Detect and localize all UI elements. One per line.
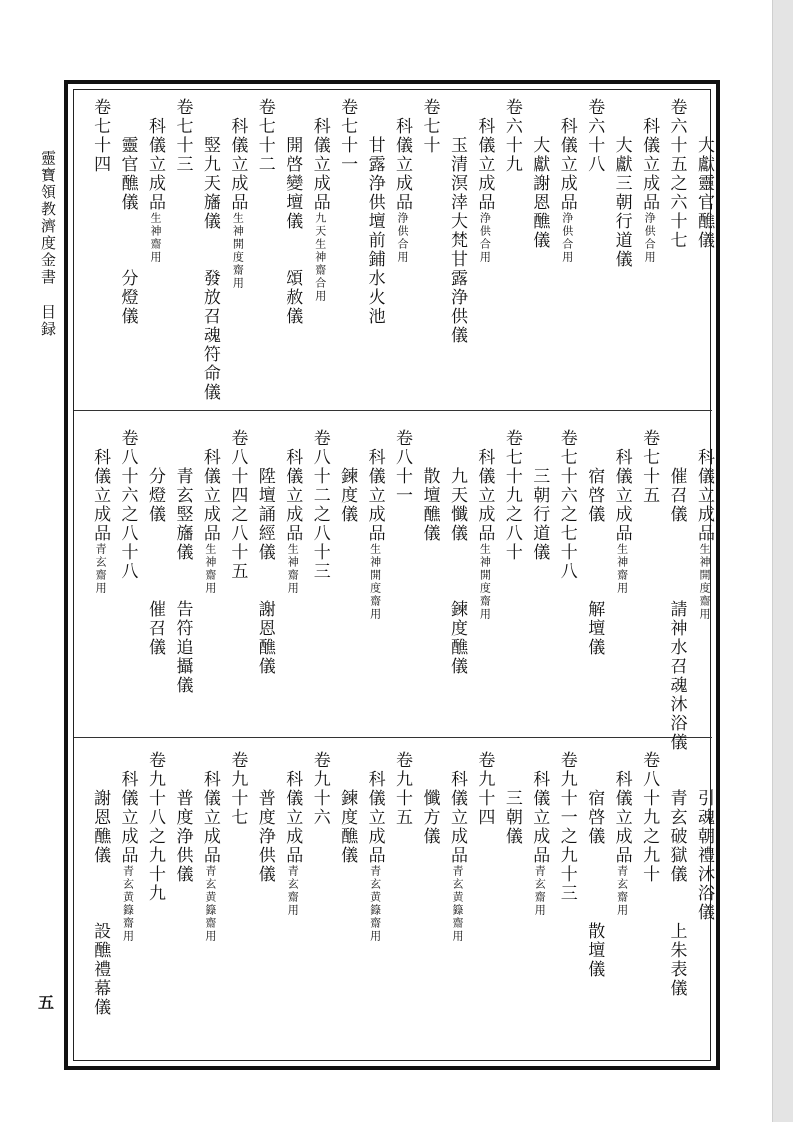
entry-title-second: 催召儀 (145, 600, 165, 657)
entry-title: 卷八十六之八十八 (117, 429, 138, 581)
entry-text (254, 789, 276, 884)
entry-text (556, 117, 578, 264)
entry-title: 科儀立成品 (556, 117, 577, 212)
annotation-note: 青玄齋用 (94, 543, 108, 595)
entry-title: 青玄破獄儀 (666, 789, 687, 884)
annotation-note: 生神齋用 (286, 543, 300, 595)
entry-text (583, 467, 605, 524)
entry-title: 大獻靈官醮儀 (694, 136, 714, 250)
entry-text (556, 751, 578, 903)
entry-title: 卷七十五 (639, 429, 660, 505)
entry-title: 三朝行道儀 (529, 467, 550, 562)
entry-title: 卷七十九之八十 (501, 429, 522, 562)
entry-title: 科儀立成品 (364, 448, 385, 543)
entry-text (446, 136, 468, 345)
entry-text (391, 117, 413, 264)
entry-text (693, 136, 715, 250)
entry-text (171, 98, 193, 174)
section-label: 目録 (39, 304, 57, 338)
annotation-note: 青玄黄籙齋用 (121, 865, 135, 943)
section-divider (74, 410, 712, 411)
entry-title: 陞壇誦經儀 (254, 467, 275, 562)
entry-title: 科儀立成品 (611, 448, 632, 543)
entry-title: 科儀立成品 (199, 770, 220, 865)
entry-title-second: 設醮禮幕儀 (90, 922, 111, 1017)
entry-text (336, 467, 358, 524)
entry-title: 散壇醮儀 (419, 467, 440, 543)
entry-title: 竪九天旛儀 (199, 136, 220, 231)
entry-text (528, 770, 550, 917)
entry-title: 科儀立成品 (90, 448, 111, 543)
entry-text (144, 751, 166, 903)
entry-title: 卷七十四 (90, 98, 111, 174)
entry-title: 科儀立成品 (145, 117, 165, 212)
annotation-note: 青玄齋用 (533, 865, 547, 917)
entry-title: 卷七十 (419, 98, 440, 155)
entry-title: 引魂朝禮沐浴儀 (694, 789, 714, 922)
entry-title: 卷八十九之九十 (639, 751, 660, 884)
entry-title: 卷七十六之七十八 (556, 429, 577, 581)
annotation-note: 生神齋用 (615, 543, 629, 595)
entry-text (309, 117, 331, 303)
entry-title: 普度浄供儀 (172, 789, 193, 884)
entry-text (117, 770, 139, 943)
entry-title: 卷八十四之八十五 (227, 429, 248, 581)
entry-title: 大獻謝恩醮儀 (529, 136, 550, 250)
entry-text (199, 770, 221, 943)
entry-title: 卷九十七 (227, 751, 248, 827)
entry-title: 普度浄供儀 (254, 789, 275, 884)
entry-text (611, 136, 633, 269)
entry-title: 催召儀 (666, 467, 687, 524)
annotation-note: 生神開度齋用 (231, 212, 245, 290)
entry-title: 卷九十一之九十三 (556, 751, 577, 903)
entry-text (89, 789, 111, 865)
entry-text (89, 448, 111, 595)
entry-text (364, 136, 386, 326)
entry-text (528, 467, 550, 562)
entry-title: 三朝儀 (501, 789, 522, 846)
entry-text (473, 751, 495, 827)
entry-title: 卷七十二 (254, 98, 275, 174)
entry-text (171, 467, 193, 562)
entry-title: 卷八十一 (392, 429, 413, 505)
entry-text (144, 117, 166, 264)
entry-title: 卷八十二之八十三 (309, 429, 330, 581)
entry-title: 卷七十一 (337, 98, 358, 174)
entry-title: 卷六十五之六十七 (666, 98, 687, 250)
entry-text (419, 789, 441, 846)
entry-text (638, 751, 660, 884)
entry-title: 謝恩醮儀 (90, 789, 111, 865)
annotation-note: 青玄黄籙齋用 (450, 865, 464, 943)
entry-title: 科儀立成品 (309, 117, 330, 212)
entry-text (419, 467, 441, 543)
entry-text (473, 448, 495, 621)
entry-title: 科儀立成品 (282, 448, 303, 543)
entry-text (199, 136, 221, 231)
annotation-note: 生神開度齋用 (368, 543, 382, 621)
annotation-note: 浄供合用 (643, 212, 657, 264)
entry-title-second: 發放召魂符命儀 (199, 269, 220, 402)
annotation-note: 九天生神齋合用 (313, 212, 327, 303)
entry-title: 甘露浄供壇前鋪水火池 (364, 136, 385, 326)
entry-text (391, 429, 413, 505)
entry-text (117, 136, 139, 212)
entry-title-second: 上朱表儀 (666, 922, 687, 998)
annotation-note: 青玄黄籙齋用 (368, 865, 382, 943)
entry-title: 卷九十四 (474, 751, 495, 827)
entry-title-second: 分燈儀 (117, 269, 138, 326)
entry-text (171, 789, 193, 884)
entry-text (501, 98, 523, 174)
entry-title: 分燈儀 (145, 467, 165, 524)
entry-title: 卷七十三 (172, 98, 193, 174)
entry-title: 科儀立成品 (392, 117, 413, 212)
entry-title-second: 解壇儀 (584, 600, 605, 657)
entry-title-second: 散壇儀 (584, 922, 605, 979)
entry-title-second: 頌赦儀 (282, 269, 303, 326)
entry-title-second: 請神水召魂沐浴儀 (666, 600, 687, 752)
entry-text (556, 429, 578, 581)
page-number: 五 (38, 993, 55, 1012)
entry-title: 科儀立成品 (117, 770, 138, 865)
entry-text (419, 98, 441, 155)
entry-text (144, 467, 166, 524)
annotation-note: 浄供合用 (560, 212, 574, 264)
annotation-note: 生神開度齋用 (478, 543, 492, 621)
page-edge (772, 0, 793, 1122)
entry-text (693, 789, 715, 922)
entry-text (446, 770, 468, 943)
entry-text (226, 751, 248, 827)
entry-text (528, 136, 550, 250)
entry-title: 科儀立成品 (474, 448, 495, 543)
entry-title: 宿啓儀 (584, 467, 605, 524)
entry-text (117, 429, 139, 581)
entry-text (693, 448, 715, 621)
entry-title: 玉清溟涬大梵甘露浄供儀 (446, 136, 467, 345)
entry-text (391, 751, 413, 827)
entry-text (364, 770, 386, 943)
entry-title: 科儀立成品 (446, 770, 467, 865)
entry-title: 科儀立成品 (282, 770, 303, 865)
annotation-note: 青玄齋用 (615, 865, 629, 917)
entry-title: 卷六十八 (584, 98, 605, 174)
entry-text (611, 448, 633, 595)
entry-title: 開啓變壇儀 (282, 136, 303, 231)
entry-text (309, 429, 331, 581)
annotation-note: 青玄齋用 (286, 865, 300, 917)
entry-text (199, 448, 221, 595)
entry-text (226, 429, 248, 581)
annotation-note: 青玄黄籙齋用 (203, 865, 217, 943)
entry-title-second: 告符追攝儀 (172, 600, 193, 695)
entry-title: 靈官醮儀 (117, 136, 138, 212)
entry-title-second: 鍊度醮儀 (446, 600, 467, 676)
entry-text (281, 770, 303, 917)
entry-title: 鍊度醮儀 (337, 789, 358, 865)
entry-title: 宿啓儀 (584, 789, 605, 846)
annotation-note: 生神齋用 (203, 543, 217, 595)
entry-text (281, 448, 303, 595)
entry-text (281, 136, 303, 231)
entry-text (254, 467, 276, 562)
entry-title: 科儀立成品 (474, 117, 495, 212)
entry-text (473, 117, 495, 264)
entry-title: 青玄竪旛儀 (172, 467, 193, 562)
entry-title: 卷九十六 (309, 751, 330, 827)
entry-title: 科儀立成品 (227, 117, 248, 212)
entry-title: 科儀立成品 (529, 770, 550, 865)
entry-text (611, 770, 633, 917)
entry-title: 卷六十九 (501, 98, 522, 174)
annotation-note: 浄供合用 (396, 212, 410, 264)
entry-text (583, 789, 605, 846)
entry-text (583, 98, 605, 174)
entry-text (638, 429, 660, 505)
entry-title: 鍊度儀 (337, 467, 358, 524)
entry-text (501, 429, 523, 562)
entry-text (638, 117, 660, 264)
entry-title: 九天懺儀 (446, 467, 467, 543)
entry-text (89, 98, 111, 174)
section-divider (74, 737, 712, 738)
entry-text (666, 98, 688, 250)
entry-title: 科儀立成品 (694, 448, 714, 543)
entry-title: 科儀立成品 (639, 117, 660, 212)
entry-title: 科儀立成品 (611, 770, 632, 865)
entry-text (336, 789, 358, 865)
entry-title: 懺方儀 (419, 789, 440, 846)
annotation-note: 生神齋用 (149, 212, 162, 264)
entry-text (666, 789, 688, 884)
entry-title: 大獻三朝行道儀 (611, 136, 632, 269)
entry-text (446, 467, 468, 543)
entry-text (309, 751, 331, 827)
entry-title: 科儀立成品 (364, 770, 385, 865)
entry-text (364, 448, 386, 621)
entry-title: 科儀立成品 (199, 448, 220, 543)
entry-text (226, 117, 248, 290)
entry-text (666, 467, 688, 524)
margin-title (38, 150, 59, 338)
entry-text (254, 98, 276, 174)
entry-text (501, 789, 523, 846)
entry-title: 卷九十五 (392, 751, 413, 827)
annotation-note: 生神開度齋用 (698, 543, 711, 621)
entry-title: 卷九十八之九十九 (145, 751, 165, 903)
entry-text (336, 98, 358, 174)
annotation-note: 浄供合用 (478, 212, 492, 264)
entry-title-second: 謝恩醮儀 (254, 600, 275, 676)
book-title: 靈寶領教濟度金書 (39, 150, 57, 286)
